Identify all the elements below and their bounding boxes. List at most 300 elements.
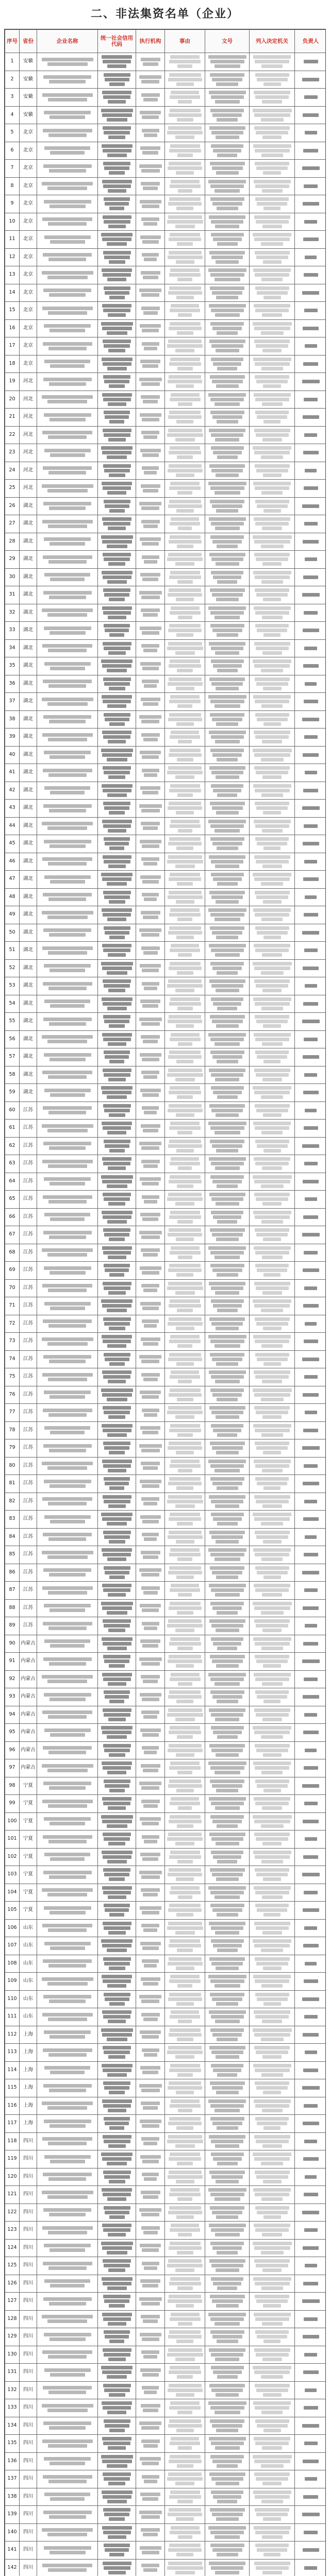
row-number: 52 (5, 959, 20, 977)
row-document-no (205, 1333, 250, 1351)
row-credit-code (98, 1386, 136, 1404)
row-person (295, 835, 326, 853)
row-executor (136, 1493, 165, 1511)
row-person (295, 888, 326, 906)
row-document-no (205, 2097, 250, 2115)
row-person (295, 1350, 326, 1368)
row-company-name (37, 1386, 98, 1404)
row-company-name (37, 1030, 98, 1048)
row-person (295, 373, 326, 391)
row-executor (136, 977, 165, 995)
row-number: 59 (5, 1084, 20, 1102)
row-number: 103 (5, 1866, 20, 1884)
row-document-no (205, 462, 250, 480)
row-person (295, 1990, 326, 2008)
row-authority (250, 1511, 295, 1529)
row-credit-code (98, 497, 136, 515)
row-company-name (37, 657, 98, 675)
row-document-no (205, 2559, 250, 2576)
row-document-no (205, 2346, 250, 2364)
row-authority (250, 1759, 295, 1777)
table-row (5, 1368, 326, 1386)
row-province: 宁夏 (20, 1866, 37, 1884)
blacklist-table (5, 29, 326, 2576)
row-document-no (205, 1048, 250, 1066)
row-executor (136, 2364, 165, 2382)
row-authority (250, 1084, 295, 1102)
row-person (295, 604, 326, 622)
row-person (295, 2506, 326, 2524)
row-reason (165, 2310, 205, 2328)
row-number: 89 (5, 1617, 20, 1635)
row-reason (165, 2328, 205, 2346)
row-province: 江苏 (20, 1191, 37, 1209)
row-credit-code (98, 2364, 136, 2382)
row-executor (136, 1617, 165, 1635)
row-company-name (37, 995, 98, 1013)
row-authority (250, 977, 295, 995)
table-row (5, 639, 326, 657)
row-number: 51 (5, 942, 20, 960)
row-authority (250, 728, 295, 747)
row-company-name (37, 71, 98, 89)
row-credit-code (98, 1582, 136, 1600)
row-province: 四川 (20, 2399, 37, 2417)
row-number: 113 (5, 2044, 20, 2062)
row-executor (136, 337, 165, 355)
row-company-name (37, 2186, 98, 2204)
row-credit-code (98, 480, 136, 498)
row-executor (136, 2097, 165, 2115)
row-authority (250, 1333, 295, 1351)
row-province: 四川 (20, 2364, 37, 2382)
table-row (5, 160, 326, 178)
table-row (5, 995, 326, 1013)
row-authority (250, 942, 295, 960)
table-row (5, 1120, 326, 1138)
row-province: 山东 (20, 1937, 37, 1955)
row-company-name (37, 1582, 98, 1600)
row-province: 湖北 (20, 657, 37, 675)
row-person (295, 2435, 326, 2453)
row-number: 53 (5, 977, 20, 995)
row-executor (136, 2559, 165, 2576)
row-authority (250, 142, 295, 160)
row-executor (136, 2275, 165, 2293)
row-reason (165, 2275, 205, 2293)
row-person (295, 2044, 326, 2062)
row-company-name (37, 462, 98, 480)
table-row (5, 1404, 326, 1422)
row-document-no (205, 782, 250, 800)
row-authority (250, 124, 295, 142)
row-province: 北京 (20, 302, 37, 320)
row-reason (165, 906, 205, 924)
row-authority (250, 53, 295, 71)
header-credit-code: 统一社会信用代码 (98, 30, 136, 53)
row-authority (250, 1866, 295, 1884)
row-person (295, 657, 326, 675)
row-document-no (205, 2435, 250, 2453)
row-number: 83 (5, 1511, 20, 1529)
row-executor (136, 89, 165, 107)
row-company-name (37, 2381, 98, 2399)
row-number: 55 (5, 1013, 20, 1031)
row-credit-code (98, 2488, 136, 2506)
row-document-no (205, 1973, 250, 1991)
row-authority (250, 746, 295, 764)
table-row (5, 337, 326, 355)
row-credit-code (98, 2132, 136, 2150)
row-authority (250, 1582, 295, 1600)
row-number: 78 (5, 1421, 20, 1439)
row-person (295, 728, 326, 747)
row-company-name (37, 2222, 98, 2240)
row-company-name (37, 1493, 98, 1511)
table-body (5, 53, 326, 2576)
table-row (5, 1315, 326, 1333)
row-province: 宁夏 (20, 1795, 37, 1813)
row-province: 内蒙古 (20, 1759, 37, 1777)
row-reason (165, 1546, 205, 1564)
row-executor (136, 1831, 165, 1849)
row-document-no (205, 995, 250, 1013)
row-province: 四川 (20, 2470, 37, 2488)
row-document-no (205, 1208, 250, 1226)
row-authority (250, 1884, 295, 1902)
row-province: 宁夏 (20, 1831, 37, 1849)
row-company-name (37, 106, 98, 124)
row-credit-code (98, 1919, 136, 1937)
row-number: 46 (5, 853, 20, 871)
row-executor (136, 2061, 165, 2079)
row-person (295, 1279, 326, 1297)
row-authority (250, 2097, 295, 2115)
row-executor (136, 2079, 165, 2097)
row-province: 江苏 (20, 1564, 37, 1582)
row-authority (250, 2168, 295, 2186)
row-reason (165, 1155, 205, 1173)
row-reason (165, 586, 205, 604)
row-credit-code (98, 1741, 136, 1759)
row-province: 北京 (20, 124, 37, 142)
row-number: 2 (5, 71, 20, 89)
table-row (5, 2204, 326, 2222)
row-province: 安徽 (20, 53, 37, 71)
row-company-name (37, 1955, 98, 1973)
row-person (295, 2470, 326, 2488)
row-credit-code (98, 2204, 136, 2222)
row-credit-code (98, 2559, 136, 2576)
row-document-no (205, 124, 250, 142)
row-executor (136, 782, 165, 800)
row-province: 湖北 (20, 568, 37, 586)
row-credit-code (98, 391, 136, 409)
row-company-name (37, 959, 98, 977)
row-document-no (205, 533, 250, 551)
row-executor (136, 942, 165, 960)
row-number: 110 (5, 1990, 20, 2008)
row-authority (250, 764, 295, 782)
row-person (295, 1439, 326, 1458)
row-province: 北京 (20, 266, 37, 284)
row-credit-code (98, 1795, 136, 1813)
row-credit-code (98, 2399, 136, 2417)
row-credit-code (98, 319, 136, 337)
table-row (5, 1048, 326, 1066)
row-executor (136, 1795, 165, 1813)
row-reason (165, 1688, 205, 1706)
row-authority (250, 1439, 295, 1458)
table-row (5, 1546, 326, 1564)
row-credit-code (98, 2417, 136, 2435)
row-reason (165, 1670, 205, 1688)
row-reason (165, 2168, 205, 2186)
row-province: 四川 (20, 2204, 37, 2222)
row-executor (136, 248, 165, 266)
row-credit-code (98, 106, 136, 124)
row-number: 24 (5, 462, 20, 480)
row-province: 湖北 (20, 782, 37, 800)
row-reason (165, 231, 205, 249)
row-authority (250, 604, 295, 622)
row-authority (250, 1279, 295, 1297)
row-credit-code (98, 1599, 136, 1617)
row-authority (250, 177, 295, 195)
row-credit-code (98, 1546, 136, 1564)
row-company-name (37, 1208, 98, 1226)
row-person (295, 2097, 326, 2115)
row-executor (136, 639, 165, 657)
table-row (5, 1564, 326, 1582)
row-number: 100 (5, 1812, 20, 1831)
row-executor (136, 53, 165, 71)
row-document-no (205, 1013, 250, 1031)
row-authority (250, 568, 295, 586)
row-reason (165, 1226, 205, 1244)
row-document-no (205, 1866, 250, 1884)
row-reason (165, 2186, 205, 2204)
row-document-no (205, 2275, 250, 2293)
row-number: 9 (5, 195, 20, 213)
row-person (295, 1297, 326, 1315)
row-person (295, 1013, 326, 1031)
row-authority (250, 1208, 295, 1226)
row-document-no (205, 1582, 250, 1600)
row-province: 江苏 (20, 1173, 37, 1191)
row-reason (165, 1777, 205, 1795)
row-company-name (37, 1902, 98, 1920)
row-authority (250, 2186, 295, 2204)
row-person (295, 710, 326, 728)
row-person (295, 2399, 326, 2417)
row-document-no (205, 426, 250, 444)
header-person: 负责人 (295, 30, 326, 53)
row-number: 26 (5, 497, 20, 515)
row-document-no (205, 106, 250, 124)
row-person (295, 515, 326, 533)
row-credit-code (98, 764, 136, 782)
row-credit-code (98, 1617, 136, 1635)
row-person (295, 444, 326, 462)
row-company-name (37, 1279, 98, 1297)
row-credit-code (98, 248, 136, 266)
row-executor (136, 266, 165, 284)
row-credit-code (98, 817, 136, 835)
row-authority (250, 1546, 295, 1564)
row-authority (250, 2452, 295, 2470)
row-authority (250, 817, 295, 835)
row-credit-code (98, 1831, 136, 1849)
table-row (5, 906, 326, 924)
row-number: 20 (5, 391, 20, 409)
row-company-name (37, 1688, 98, 1706)
row-credit-code (98, 142, 136, 160)
row-authority (250, 2506, 295, 2524)
row-reason (165, 871, 205, 889)
table-row (5, 2417, 326, 2435)
row-number: 92 (5, 1670, 20, 1688)
row-province: 北京 (20, 355, 37, 373)
row-executor (136, 2310, 165, 2328)
row-reason (165, 2381, 205, 2399)
row-number: 63 (5, 1155, 20, 1173)
row-credit-code (98, 1493, 136, 1511)
row-authority (250, 337, 295, 355)
row-document-no (205, 1404, 250, 1422)
row-authority (250, 675, 295, 693)
row-executor (136, 853, 165, 871)
row-document-no (205, 231, 250, 249)
row-executor (136, 1741, 165, 1759)
row-number: 109 (5, 1973, 20, 1991)
table-row (5, 2097, 326, 2115)
row-credit-code (98, 1030, 136, 1048)
row-company-name (37, 1635, 98, 1653)
row-province: 宁夏 (20, 1884, 37, 1902)
row-reason (165, 480, 205, 498)
row-authority (250, 2115, 295, 2133)
table-row (5, 1688, 326, 1706)
row-credit-code (98, 959, 136, 977)
row-company-name (37, 568, 98, 586)
row-person (295, 1173, 326, 1191)
row-province: 湖北 (20, 746, 37, 764)
row-company-name (37, 2559, 98, 2576)
row-document-no (205, 373, 250, 391)
row-executor (136, 2435, 165, 2453)
row-province: 安徽 (20, 106, 37, 124)
table-row (5, 2044, 326, 2062)
row-executor (136, 995, 165, 1013)
row-reason (165, 1599, 205, 1617)
row-credit-code (98, 1706, 136, 1724)
row-person (295, 462, 326, 480)
row-authority (250, 586, 295, 604)
row-number: 45 (5, 835, 20, 853)
row-executor (136, 1777, 165, 1795)
row-document-no (205, 1101, 250, 1120)
row-credit-code (98, 2008, 136, 2026)
row-province: 北京 (20, 177, 37, 195)
table-row (5, 1812, 326, 1831)
row-authority (250, 373, 295, 391)
row-authority (250, 1421, 295, 1439)
row-document-no (205, 2257, 250, 2275)
row-credit-code (98, 426, 136, 444)
row-document-no (205, 319, 250, 337)
table-row (5, 1866, 326, 1884)
row-reason (165, 1635, 205, 1653)
row-province: 山东 (20, 1955, 37, 1973)
row-company-name (37, 906, 98, 924)
row-company-name (37, 1350, 98, 1368)
row-number: 40 (5, 746, 20, 764)
row-credit-code (98, 2541, 136, 2560)
header-company-name: 企业名称 (37, 30, 98, 53)
row-executor (136, 2488, 165, 2506)
row-credit-code (98, 177, 136, 195)
row-authority (250, 89, 295, 107)
row-executor (136, 533, 165, 551)
row-province: 湖北 (20, 871, 37, 889)
row-credit-code (98, 942, 136, 960)
row-number: 30 (5, 568, 20, 586)
row-reason (165, 1066, 205, 1084)
row-authority (250, 2417, 295, 2435)
row-executor (136, 373, 165, 391)
table-row (5, 177, 326, 195)
row-number: 25 (5, 480, 20, 498)
row-credit-code (98, 746, 136, 764)
row-reason (165, 2222, 205, 2240)
row-company-name (37, 355, 98, 373)
row-authority (250, 480, 295, 498)
row-company-name (37, 604, 98, 622)
row-number: 99 (5, 1795, 20, 1813)
row-company-name (37, 2470, 98, 2488)
row-document-no (205, 1902, 250, 1920)
row-person (295, 2239, 326, 2257)
row-province: 四川 (20, 2293, 37, 2311)
row-company-name (37, 1137, 98, 1155)
row-company-name (37, 302, 98, 320)
row-reason (165, 568, 205, 586)
row-reason (165, 2204, 205, 2222)
row-person (295, 1812, 326, 1831)
table-row (5, 1475, 326, 1493)
row-number: 5 (5, 124, 20, 142)
row-province: 江苏 (20, 1297, 37, 1315)
table-row (5, 622, 326, 640)
row-credit-code (98, 1670, 136, 1688)
row-executor (136, 1724, 165, 1742)
row-number: 115 (5, 2079, 20, 2097)
row-number: 87 (5, 1582, 20, 1600)
row-company-name (37, 1297, 98, 1315)
row-number: 101 (5, 1831, 20, 1849)
row-person (295, 1546, 326, 1564)
row-company-name (37, 2239, 98, 2257)
row-executor (136, 1706, 165, 1724)
row-person (295, 1191, 326, 1209)
row-person (295, 693, 326, 711)
row-person (295, 1226, 326, 1244)
table-row (5, 1990, 326, 2008)
row-person (295, 1137, 326, 1155)
row-authority (250, 1493, 295, 1511)
row-executor (136, 1084, 165, 1102)
